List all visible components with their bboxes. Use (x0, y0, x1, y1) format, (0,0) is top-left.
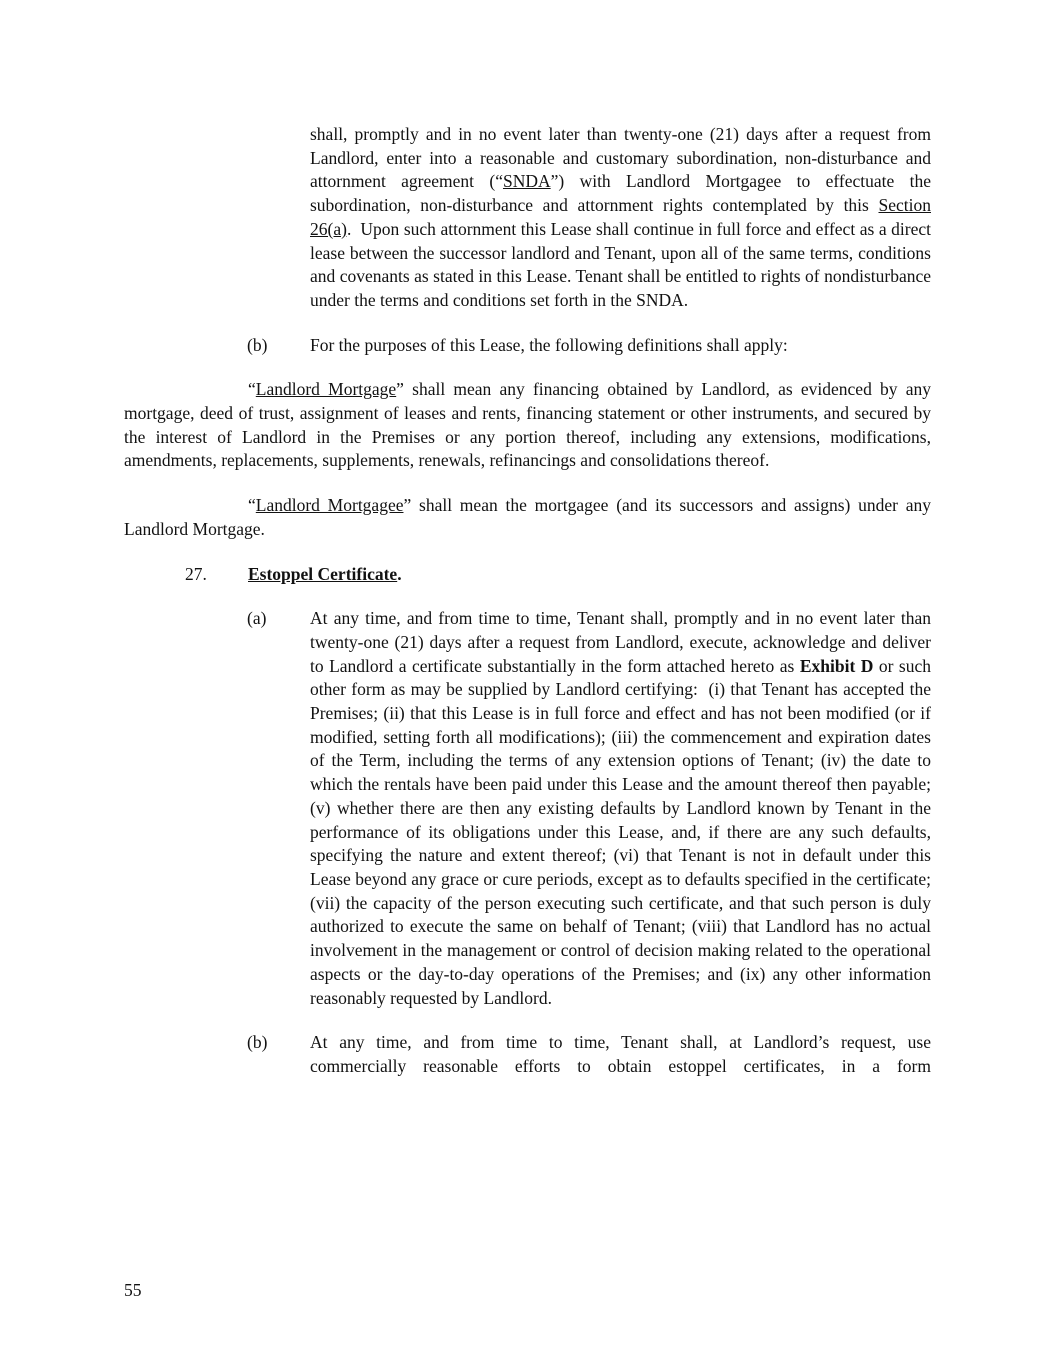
list-marker-27a: (a) (247, 608, 267, 629)
heading-section-27 (185, 563, 931, 587)
list-text-27a: At any time, and from time to time, Tenant shall, promptly and in no event later than twenty-one (21) days after a request from Landlord, execute, acknowledge and deliver to Landlord a certificate substantially in the form attached hereto as Exhibit D or such other form as may be supplied by Landlord certifying: (i) that Tenant has accepted the Premises; (ii) that this Lease is in full force and effect and has not been modified (or if modified, setting forth all modifications); (iii) the commencement and expiration dates of the Term, including the terms of any extension options of Tenant; (iv) the date to which the rentals have been paid under this Lease and the amount thereof then payable; (v) whether there are then any existing defaults by Landlord known by Tenant in the performance of its obligations under this Lease, and, if there are any such defaults, specifying the nature and extent thereof; (vi) that Tenant is not in default under this Lease beyond any grace or cure periods, except as to defaults specified in the certificate; (vii) the capacity of the person executing such certificate, and that such person is duly authorized to execute the same on behalf of Tenant; (viii) that Landlord has no actual involvement in the management or control of decision making related to the operational aspects or the day-to-day operations of the Premises; and (ix) any other information reasonably requested by Landlord. (310, 608, 932, 1008)
section-27-number: 27. (185, 563, 207, 584)
paragraph-section26a-continuation: shall, promptly and in no event later than twenty-one (21) days after a request from Landlord, enter into a reasonable and customary subordination, non-disturbance and attornment agreement (“SNDA”) with Landlord Mortgagee to effectuate the subordination, non-disturbance and attornment rights contemplated by this Section 26(a). Upon such attornment this Lease shall continue in full force and effect as a direct lease between the successor landlord and Tenant, upon all of the same terms, conditions and covenants as stated in this Lease. Tenant shall be entitled to rights of nondisturbance under the terms and conditions set forth in the SNDA. (310, 124, 931, 310)
list-marker-26b: (b) (247, 334, 268, 355)
list-item-section27b (247, 1031, 931, 1078)
page-content (124, 123, 931, 1100)
list-item-section26b (247, 334, 931, 358)
list-item-section27a (247, 607, 931, 1010)
page-number: 55 (124, 1280, 142, 1300)
list-text-27b: At any time, and from time to time, Tenant shall, at Landlord’s request, use commercially reasonable efforts to obtain estoppel certificates, in a form (310, 1032, 931, 1076)
section-27-title: Estoppel Certificate. (248, 563, 402, 584)
list-marker-27b: (b) (247, 1032, 268, 1053)
paragraph-definition-landlord-mortgage: “Landlord Mortgage” shall mean any financing obtained by Landlord, as evidenced by any mortgage, deed of trust, assignment of leases and rents, financing statement or other instruments, and secured by the interest of Landlord in the Premises or any portion thereof, including any extensions, modifications, amendments, replacements, supplements, renewals, refinancings and consolidations thereof. (124, 379, 931, 471)
list-text-26b: For the purposes of this Lease, the following definitions shall apply: (310, 334, 788, 355)
paragraph-definition-landlord-mortgagee: “Landlord Mortgagee” shall mean the mortgagee (and its successors and assigns) under any Landlord Mortgage. (124, 495, 931, 539)
